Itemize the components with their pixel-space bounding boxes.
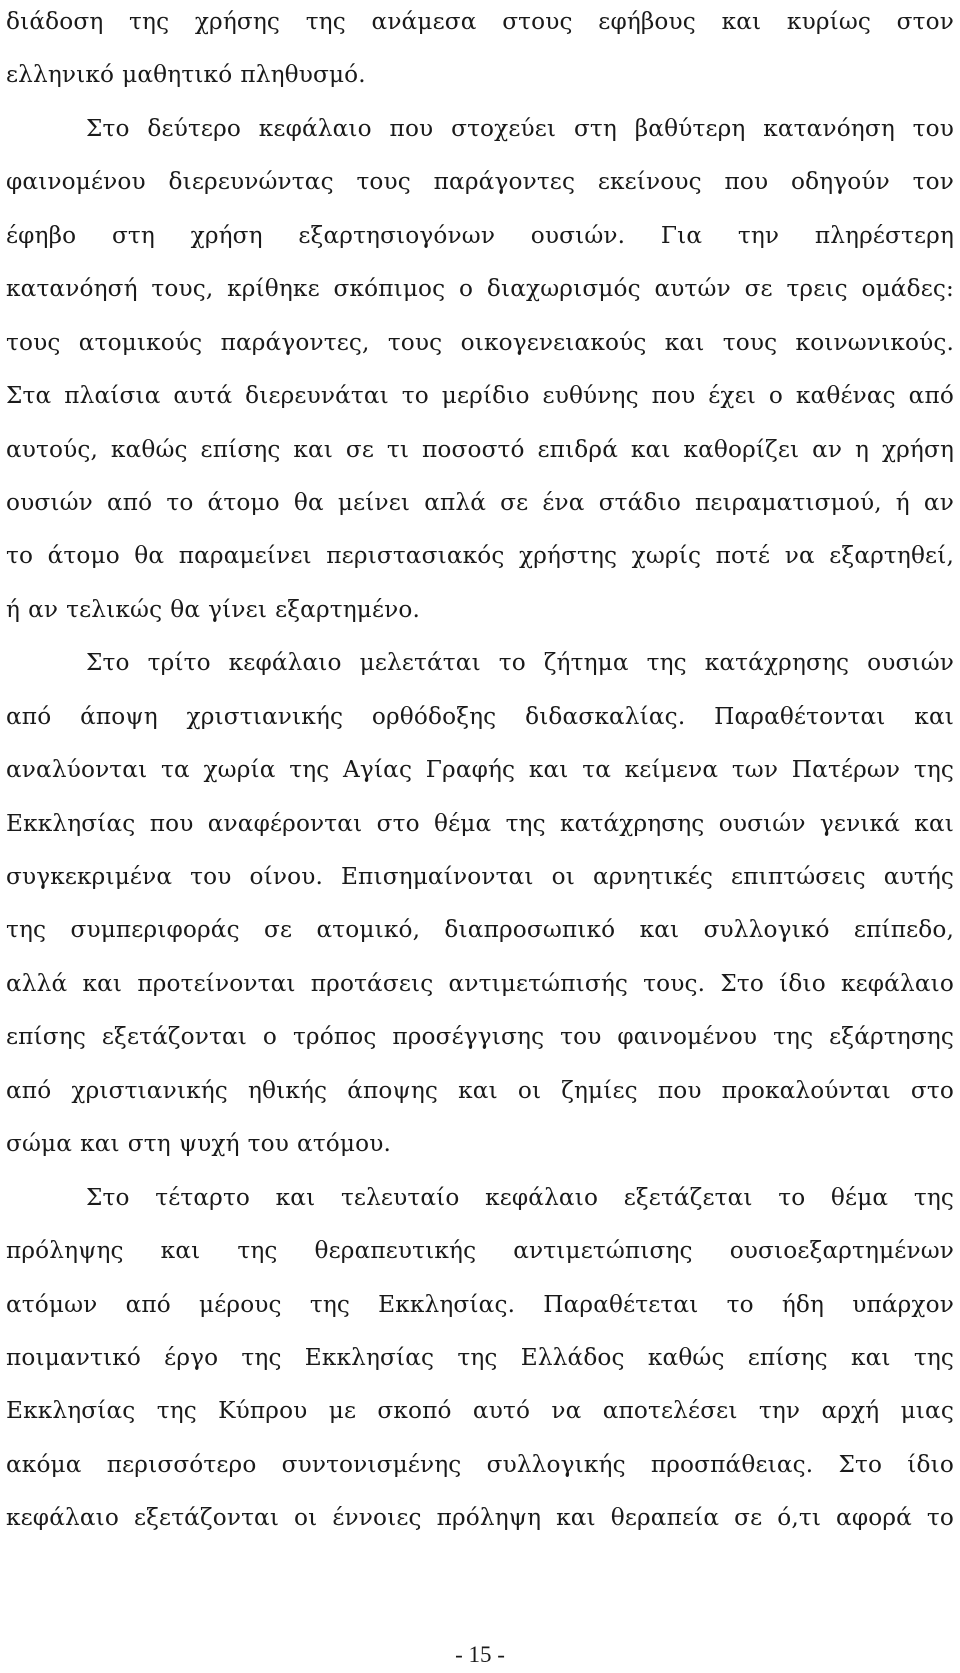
page-number: - 15 -	[455, 1642, 505, 1667]
text-line: ουσιών από το άτομο θα μείνει απλά σε ένα στάδιο πειραματισμού, ή αν	[6, 488, 954, 516]
text-line: επίσης εξετάζονται ο τρόπος προσέγγισης του φαινομένου της εξάρτησης	[6, 1023, 954, 1051]
text-line: πρόληψης και της θεραπευτικής αντιμετώπισης ουσιοεξαρτημένων	[6, 1237, 954, 1265]
text-line: κατανόησή τους, κρίθηκε σκόπιμος ο διαχωρισμός αυτών σε τρεις ομάδες:	[6, 275, 954, 303]
text-line: αλλά και προτείνονται προτάσεις αντιμετώπισής τους. Στο ίδιο κεφάλαιο	[6, 969, 954, 997]
text-line: Στο τέταρτο και τελευταίο κεφάλαιο εξετάζεται το θέμα της	[86, 1183, 954, 1211]
text-line: φαινομένου διερευνώντας τους παράγοντες εκείνους που οδηγούν τον	[6, 168, 954, 196]
text-line: σώμα και στη ψυχή του ατόμου.	[6, 1130, 392, 1158]
text-line: το άτομο θα παραμείνει περιστασιακός χρήστης χωρίς ποτέ να εξαρτηθεί,	[6, 542, 954, 570]
text-line: αναλύονται τα χωρία της Αγίας Γραφής και τα κείμενα των Πατέρων της	[6, 756, 954, 784]
text-line: Στα πλαίσια αυτά διερευνάται το μερίδιο ευθύνης που έχει ο καθένας από	[6, 382, 954, 410]
text-line: κεφάλαιο εξετάζονται οι έννοιες πρόληψη και θεραπεία σε ό,τι αφορά το	[6, 1504, 954, 1532]
text-line: της συμπεριφοράς σε ατομικό, διαπροσωπικό και συλλογικό επίπεδο,	[6, 916, 954, 944]
text-line: διάδοση της χρήσης της ανάμεσα στους εφήβους και κυρίως στον	[6, 8, 954, 35]
text-line: Στο δεύτερο κεφάλαιο που στοχεύει στη βαθύτερη κατανόηση του	[86, 114, 954, 142]
text-line: από άποψη χριστιανικής ορθόδοξης διδασκαλίας. Παραθέτονται και	[6, 702, 954, 730]
text-line: ατόμων από μέρους της Εκκλησίας. Παραθέτεται το ήδη υπάρχον	[6, 1290, 954, 1318]
body-text	[6, 0, 954, 1545]
text-line: τους ατομικούς παράγοντες, τους οικογενειακούς και τους κοινωνικούς.	[6, 328, 954, 356]
text-line: από χριστιανικής ηθικής άποψης και οι ζημίες που προκαλούνται στο	[6, 1076, 954, 1104]
text-line: έφηβο στη χρήση εξαρτησιογόνων ουσιών. Για την πληρέστερη	[6, 221, 954, 249]
text-line: Στο τρίτο κεφάλαιο μελετάται το ζήτημα της κατάχρησης ουσιών	[86, 649, 954, 677]
text-line: ελληνικό μαθητικό πληθυσμό.	[6, 61, 366, 89]
text-line: αυτούς, καθώς επίσης και σε τι ποσοστό επιδρά και καθορίζει αν η χρήση	[6, 435, 954, 463]
text-line: συγκεκριμένα του οίνου. Επισημαίνονται οι αρνητικές επιπτώσεις αυτής	[6, 863, 954, 890]
text-line: ποιμαντικό έργο της Εκκλησίας της Ελλάδος καθώς επίσης και της	[6, 1343, 954, 1371]
text-line: ή αν τελικώς θα γίνει εξαρτημένο.	[6, 595, 421, 623]
text-line: Εκκλησίας που αναφέρονται στο θέμα της κατάχρησης ουσιών γενικά και	[6, 809, 954, 837]
text-line: Εκκλησίας της Κύπρου με σκοπό αυτό να αποτελέσει την αρχή μιας	[6, 1397, 954, 1425]
text-line: ακόμα περισσότερο συντονισμένης συλλογικής προσπάθειας. Στο ίδιο	[6, 1450, 954, 1478]
